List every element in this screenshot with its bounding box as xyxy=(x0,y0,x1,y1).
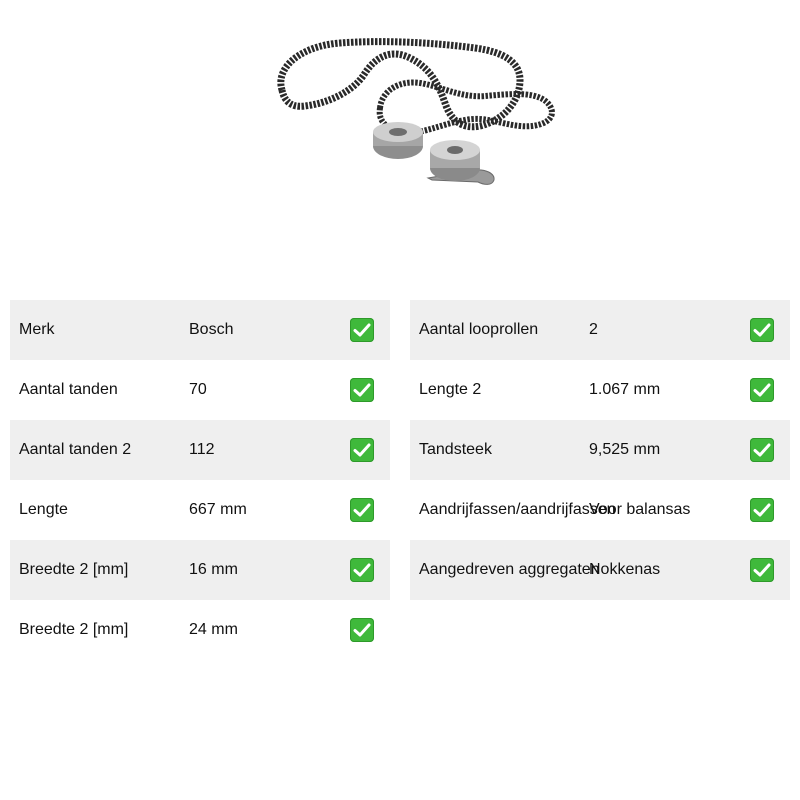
product-image xyxy=(270,28,570,193)
spec-row-lengte xyxy=(10,480,390,540)
spec-table-right xyxy=(410,300,790,600)
check-mark-icon xyxy=(350,558,374,582)
spec-row-lengte-2 xyxy=(410,360,790,420)
check-mark-icon xyxy=(750,438,774,462)
spec-value: Nokkenas xyxy=(589,561,661,578)
spec-value: 112 xyxy=(189,441,215,458)
spec-value: 9,525 mm xyxy=(589,441,661,458)
spec-row-breedte-2-b xyxy=(10,600,390,660)
spec-label: Aantal tanden xyxy=(19,381,118,398)
spec-row-aandrijfassen xyxy=(410,480,790,540)
check-mark-icon xyxy=(350,498,374,522)
spec-label: Breedte 2 [mm] xyxy=(19,561,129,578)
spec-row-tandsteek xyxy=(410,420,790,480)
spec-table-left xyxy=(10,300,390,660)
check-mark-icon xyxy=(750,558,774,582)
spec-label: Aangedreven aggregaten xyxy=(419,561,600,578)
spec-value: Voor balansas xyxy=(589,501,691,518)
check-mark-icon xyxy=(350,618,374,642)
check-mark-icon xyxy=(750,498,774,522)
spec-value: 667 mm xyxy=(189,501,247,518)
spec-label: Lengte 2 xyxy=(419,381,482,398)
spec-label: Aantal looprollen xyxy=(419,321,539,338)
check-mark-icon xyxy=(750,318,774,342)
spec-value: Bosch xyxy=(189,321,234,338)
spec-value: 1.067 mm xyxy=(589,381,661,398)
spec-value: 24 mm xyxy=(189,621,238,638)
spec-row-aantal-looprollen xyxy=(410,300,790,360)
spec-value: 16 mm xyxy=(189,561,238,578)
spec-label: Tandsteek xyxy=(419,441,492,458)
spec-label: Aantal tanden 2 xyxy=(19,441,132,458)
spec-value: 2 xyxy=(589,321,598,338)
spec-label: Breedte 2 [mm] xyxy=(19,621,129,638)
check-mark-icon xyxy=(750,378,774,402)
check-mark-icon xyxy=(350,378,374,402)
spec-label: Lengte xyxy=(19,501,68,518)
check-mark-icon xyxy=(350,318,374,342)
spec-row-aantal-tanden-2 xyxy=(10,420,390,480)
spec-value: 70 xyxy=(189,381,207,398)
timing-belt-kit-icon xyxy=(270,28,570,193)
spec-row-breedte-2 xyxy=(10,540,390,600)
spec-row-merk xyxy=(10,300,390,360)
spec-label: Aandrijfassen/aandrijfassen xyxy=(419,501,616,518)
spec-row-aangedreven-aggregaten xyxy=(410,540,790,600)
spec-label: Merk xyxy=(19,321,55,338)
spec-row-aantal-tanden xyxy=(10,360,390,420)
check-mark-icon xyxy=(350,438,374,462)
